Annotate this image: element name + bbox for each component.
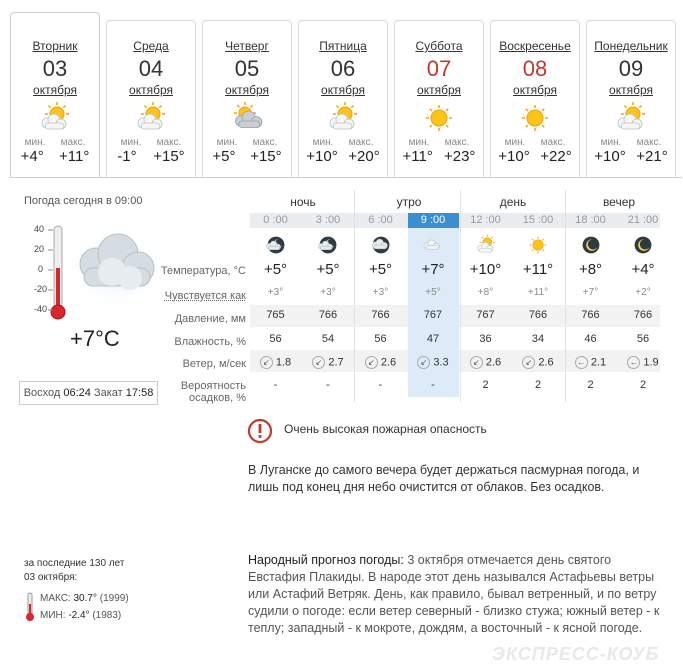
sun-icon bbox=[419, 101, 459, 135]
hour-temp: +11° bbox=[522, 261, 554, 278]
hour-column bbox=[618, 213, 669, 397]
hour-precip: 2 bbox=[534, 379, 542, 391]
moon-icon bbox=[576, 234, 606, 256]
hour-label: 18 :00 bbox=[575, 214, 606, 226]
hour-temp: +7° bbox=[421, 261, 445, 278]
partly-cloudy-icon bbox=[131, 101, 171, 135]
min-label: мин. bbox=[504, 137, 526, 148]
day-tab[interactable] bbox=[202, 20, 292, 178]
hour-pressure: 766 bbox=[633, 309, 653, 321]
history-min-label: МИН: bbox=[40, 610, 66, 621]
cloudy-night-icon bbox=[313, 234, 343, 256]
sunrise-label: Восход bbox=[23, 387, 61, 399]
period-day: день bbox=[499, 195, 527, 209]
folk-title: Народный прогноз погоды: bbox=[248, 553, 404, 567]
scale-label: 0 bbox=[38, 264, 44, 274]
max-label: макс. bbox=[60, 137, 86, 148]
hour-temp: +5° bbox=[368, 261, 393, 278]
folk-forecast bbox=[248, 552, 668, 637]
hour-wind bbox=[513, 356, 564, 369]
min-label: мин. bbox=[312, 137, 334, 148]
hour-label: 6 :00 bbox=[368, 214, 393, 226]
hour-wind bbox=[460, 356, 511, 369]
day-max-temp: +15° bbox=[250, 148, 282, 165]
scale-label: 40 bbox=[34, 224, 45, 234]
day-tab[interactable] bbox=[298, 20, 388, 178]
label-temperature: Температура, °C bbox=[160, 265, 246, 277]
history-min bbox=[40, 610, 121, 621]
wind-direction-icon: ← bbox=[627, 356, 640, 369]
hour-label: 9 :00 bbox=[408, 213, 459, 228]
hour-humidity: 34 bbox=[531, 333, 545, 345]
hour-wind bbox=[303, 356, 354, 369]
max-label: макс. bbox=[156, 137, 182, 148]
period-morning: утро bbox=[396, 195, 422, 209]
hour-temp: +5° bbox=[316, 261, 340, 278]
day-tab[interactable] bbox=[10, 12, 100, 178]
today-title: Погода сегодня в 09:00 bbox=[24, 195, 143, 207]
day-name[interactable]: Пятница bbox=[319, 39, 367, 53]
history-max-label: МАКС: bbox=[40, 593, 71, 604]
hour-humidity: 56 bbox=[374, 333, 387, 345]
day-max-temp: +22° bbox=[540, 148, 572, 165]
day-max-temp: +15° bbox=[153, 148, 185, 165]
history-max bbox=[40, 593, 129, 604]
day-number: 08 bbox=[522, 56, 548, 81]
mini-thermometer-icon bbox=[24, 592, 36, 622]
day-month: октября bbox=[129, 83, 173, 97]
max-label: макс. bbox=[444, 137, 470, 148]
hour-label: 3 :00 bbox=[315, 214, 341, 226]
fire-warning: Очень высокая пожарная опасность bbox=[284, 422, 487, 436]
hour-pressure: 766 bbox=[528, 309, 548, 321]
warning-icon bbox=[247, 418, 273, 444]
hour-feels: +8° bbox=[477, 287, 494, 298]
hour-column bbox=[408, 213, 459, 397]
wind-direction-icon: ↙ bbox=[260, 356, 273, 369]
day-min-temp: +10° bbox=[594, 148, 626, 165]
current-temperature: +7°C bbox=[70, 326, 120, 351]
day-name[interactable]: Вторник bbox=[32, 39, 78, 53]
day-min-temp: +10° bbox=[498, 148, 530, 165]
hour-column bbox=[303, 213, 354, 397]
hour-precip: 2 bbox=[639, 379, 647, 391]
hour-precip: - bbox=[273, 379, 278, 391]
day-tab[interactable] bbox=[394, 20, 484, 178]
hour-precip: 2 bbox=[587, 379, 594, 391]
hour-wind bbox=[408, 356, 459, 369]
partly-cloudy-icon bbox=[471, 234, 501, 256]
wind-direction-icon: ↙ bbox=[470, 356, 483, 369]
day-month: октября bbox=[417, 83, 461, 97]
hour-humidity: 36 bbox=[479, 333, 492, 345]
tab-divider bbox=[10, 177, 682, 178]
label-humidity: Влажность, % bbox=[174, 336, 246, 348]
label-wind: Ветер, м/сек bbox=[182, 358, 246, 370]
min-label: мин. bbox=[600, 137, 622, 148]
day-number: 07 bbox=[426, 56, 452, 81]
wind-direction-icon: ← bbox=[575, 356, 588, 369]
watermark: ЭКСПРЕСС-КОУБ bbox=[492, 644, 660, 664]
min-label: мин. bbox=[120, 137, 142, 148]
sunset-label: Закат bbox=[93, 387, 123, 399]
partly-cloudy-icon bbox=[35, 101, 75, 135]
hour-precip: 2 bbox=[482, 379, 489, 391]
cloud-icon bbox=[418, 234, 448, 256]
wind-speed: 2.6 bbox=[538, 356, 554, 369]
hour-label: 21 :00 bbox=[627, 214, 659, 226]
wind-direction-icon: ↙ bbox=[365, 356, 378, 369]
cloudy-night-icon bbox=[261, 234, 291, 256]
overcast-icon bbox=[366, 234, 396, 256]
hour-feels: +3° bbox=[320, 287, 336, 298]
wind-speed: 2.1 bbox=[590, 356, 607, 369]
history-title bbox=[24, 557, 124, 585]
day-min-temp: +11° bbox=[402, 148, 433, 165]
day-name[interactable]: Понедельник bbox=[594, 39, 668, 53]
hour-label: 15 :00 bbox=[522, 214, 554, 226]
hour-humidity: 46 bbox=[584, 333, 597, 345]
wind-speed: 3.3 bbox=[433, 356, 449, 369]
period-night: ночь bbox=[290, 195, 316, 209]
hour-pressure: 766 bbox=[318, 309, 338, 321]
hour-feels: +5° bbox=[425, 287, 441, 298]
hour-column bbox=[460, 213, 511, 397]
max-label: макс. bbox=[348, 137, 374, 148]
hour-temp: +5° bbox=[263, 261, 288, 278]
day-tab[interactable] bbox=[490, 20, 580, 178]
hour-feels: +3° bbox=[267, 287, 284, 298]
hour-temp: +4° bbox=[631, 261, 655, 278]
day-min-temp: +4° bbox=[20, 148, 44, 165]
day-name[interactable]: Четверг bbox=[225, 39, 269, 53]
history-max-value: 30.7° bbox=[73, 593, 97, 604]
label-feels-like[interactable]: Чувствуется как bbox=[164, 290, 246, 302]
label-precipitation: Вероятность осадков, % bbox=[180, 380, 246, 404]
max-label: макс. bbox=[636, 137, 662, 148]
wind-speed: 2.6 bbox=[380, 356, 397, 369]
hour-pressure: 767 bbox=[423, 309, 443, 321]
partly-cloudy-icon bbox=[323, 101, 363, 135]
day-number: 09 bbox=[618, 56, 644, 81]
history-title-line1: за последние 130 лет bbox=[24, 558, 125, 569]
history-max-year: (1999) bbox=[99, 593, 129, 604]
hour-feels: +2° bbox=[635, 287, 651, 298]
hour-temp: +8° bbox=[578, 261, 603, 278]
hour-pressure: 766 bbox=[371, 309, 390, 321]
hour-wind bbox=[250, 356, 301, 369]
scale-label: -40 bbox=[34, 304, 48, 314]
hour-column bbox=[250, 213, 301, 397]
hour-precip: - bbox=[378, 379, 383, 391]
days-strip bbox=[10, 10, 680, 178]
wind-direction-icon: ↙ bbox=[312, 356, 325, 369]
day-month: октября bbox=[513, 83, 557, 97]
day-month: октября bbox=[225, 83, 269, 97]
scale-label: -20 bbox=[34, 284, 48, 294]
min-label: мин. bbox=[408, 137, 430, 148]
scale-label: 20 bbox=[34, 244, 45, 254]
day-max-temp: +20° bbox=[348, 148, 380, 165]
history-min-year: (1983) bbox=[92, 610, 122, 621]
wind-direction-icon: ↙ bbox=[522, 356, 535, 369]
day-tab[interactable] bbox=[106, 20, 196, 178]
hour-wind bbox=[355, 356, 406, 369]
hour-column bbox=[565, 213, 616, 397]
hour-precip: - bbox=[326, 379, 330, 391]
hour-column bbox=[355, 213, 406, 397]
weather-description: В Луганске до самого вечера будет держаться пасмурная погода, и лишь под конец дня небо очистится от облаков. Без осадков. bbox=[248, 463, 640, 494]
sun-icon bbox=[523, 234, 553, 256]
wind-speed: 2.7 bbox=[328, 356, 344, 369]
day-number: 05 bbox=[234, 56, 260, 81]
hour-pressure: 765 bbox=[266, 309, 285, 321]
day-min-temp: +10° bbox=[306, 148, 338, 165]
day-name[interactable]: Среда bbox=[133, 39, 169, 53]
hour-feels: +3° bbox=[372, 287, 389, 298]
hour-feels: +7° bbox=[582, 287, 599, 298]
moon-icon bbox=[628, 234, 658, 256]
hour-humidity: 54 bbox=[321, 333, 335, 345]
folk-text: 3 октября отмечается день святого Евстафия Плакиды. В народе этот день назывался Астафьевы ветры или Астафий Ветряк. День, как правило, бывал ветренный, и по ветру судили о погоде: если ветер северный - близко стужа; южный ветер - к теплу; западный - к мокроте, дождям, а восточный - к ясной погоде. bbox=[248, 553, 660, 635]
hour-pressure: 767 bbox=[476, 309, 495, 321]
day-number: 03 bbox=[42, 56, 68, 81]
wind-speed: 1.8 bbox=[275, 356, 292, 369]
hour-column bbox=[513, 213, 564, 397]
max-label: макс. bbox=[540, 137, 566, 148]
history-min-value: -2.4° bbox=[68, 610, 90, 621]
hour-pressure: 766 bbox=[581, 309, 600, 321]
hour-humidity: 47 bbox=[426, 333, 440, 345]
min-label: мин. bbox=[24, 137, 46, 148]
sunrise-time: 06:24 bbox=[63, 387, 91, 399]
day-number: 06 bbox=[330, 56, 356, 81]
partly-cloudy-icon bbox=[611, 101, 651, 135]
wind-direction-icon: ↙ bbox=[417, 356, 430, 369]
hour-wind bbox=[565, 356, 616, 369]
wind-speed: 2.6 bbox=[485, 356, 502, 369]
day-name[interactable]: Воскресенье bbox=[499, 39, 571, 53]
day-min-temp: +5° bbox=[212, 148, 236, 165]
max-label: макс. bbox=[252, 137, 278, 148]
day-month: октября bbox=[321, 83, 365, 97]
wind-speed: 1.9 bbox=[643, 356, 659, 369]
day-min-temp: -1° bbox=[117, 148, 137, 165]
day-number: 04 bbox=[138, 56, 164, 81]
day-month: октября bbox=[609, 83, 653, 97]
min-label: мин. bbox=[216, 137, 238, 148]
hour-temp: +10° bbox=[469, 261, 502, 278]
hour-feels: +11° bbox=[527, 287, 549, 298]
hour-humidity: 56 bbox=[636, 333, 650, 345]
period-evening: вечер bbox=[602, 195, 636, 209]
cloudy-sun-icon bbox=[227, 101, 267, 135]
hour-label: 0 :00 bbox=[263, 214, 288, 226]
hour-precip: - bbox=[431, 379, 435, 391]
sun-icon bbox=[515, 101, 555, 135]
hour-wind bbox=[618, 356, 669, 369]
hour-humidity: 56 bbox=[269, 333, 282, 345]
day-max-temp: +21° bbox=[636, 148, 668, 165]
day-max-temp: +11° bbox=[59, 148, 90, 165]
label-pressure: Давление, мм bbox=[174, 313, 246, 325]
sunset-time: 17:58 bbox=[125, 387, 154, 399]
day-max-temp: +23° bbox=[443, 148, 476, 165]
sun-times bbox=[19, 381, 158, 405]
day-name[interactable]: Суббота bbox=[415, 39, 463, 53]
day-tab[interactable] bbox=[586, 20, 676, 178]
day-month: октября bbox=[33, 83, 77, 97]
hour-label: 12 :00 bbox=[470, 214, 501, 226]
history-title-line2: 03 октября: bbox=[24, 572, 78, 583]
